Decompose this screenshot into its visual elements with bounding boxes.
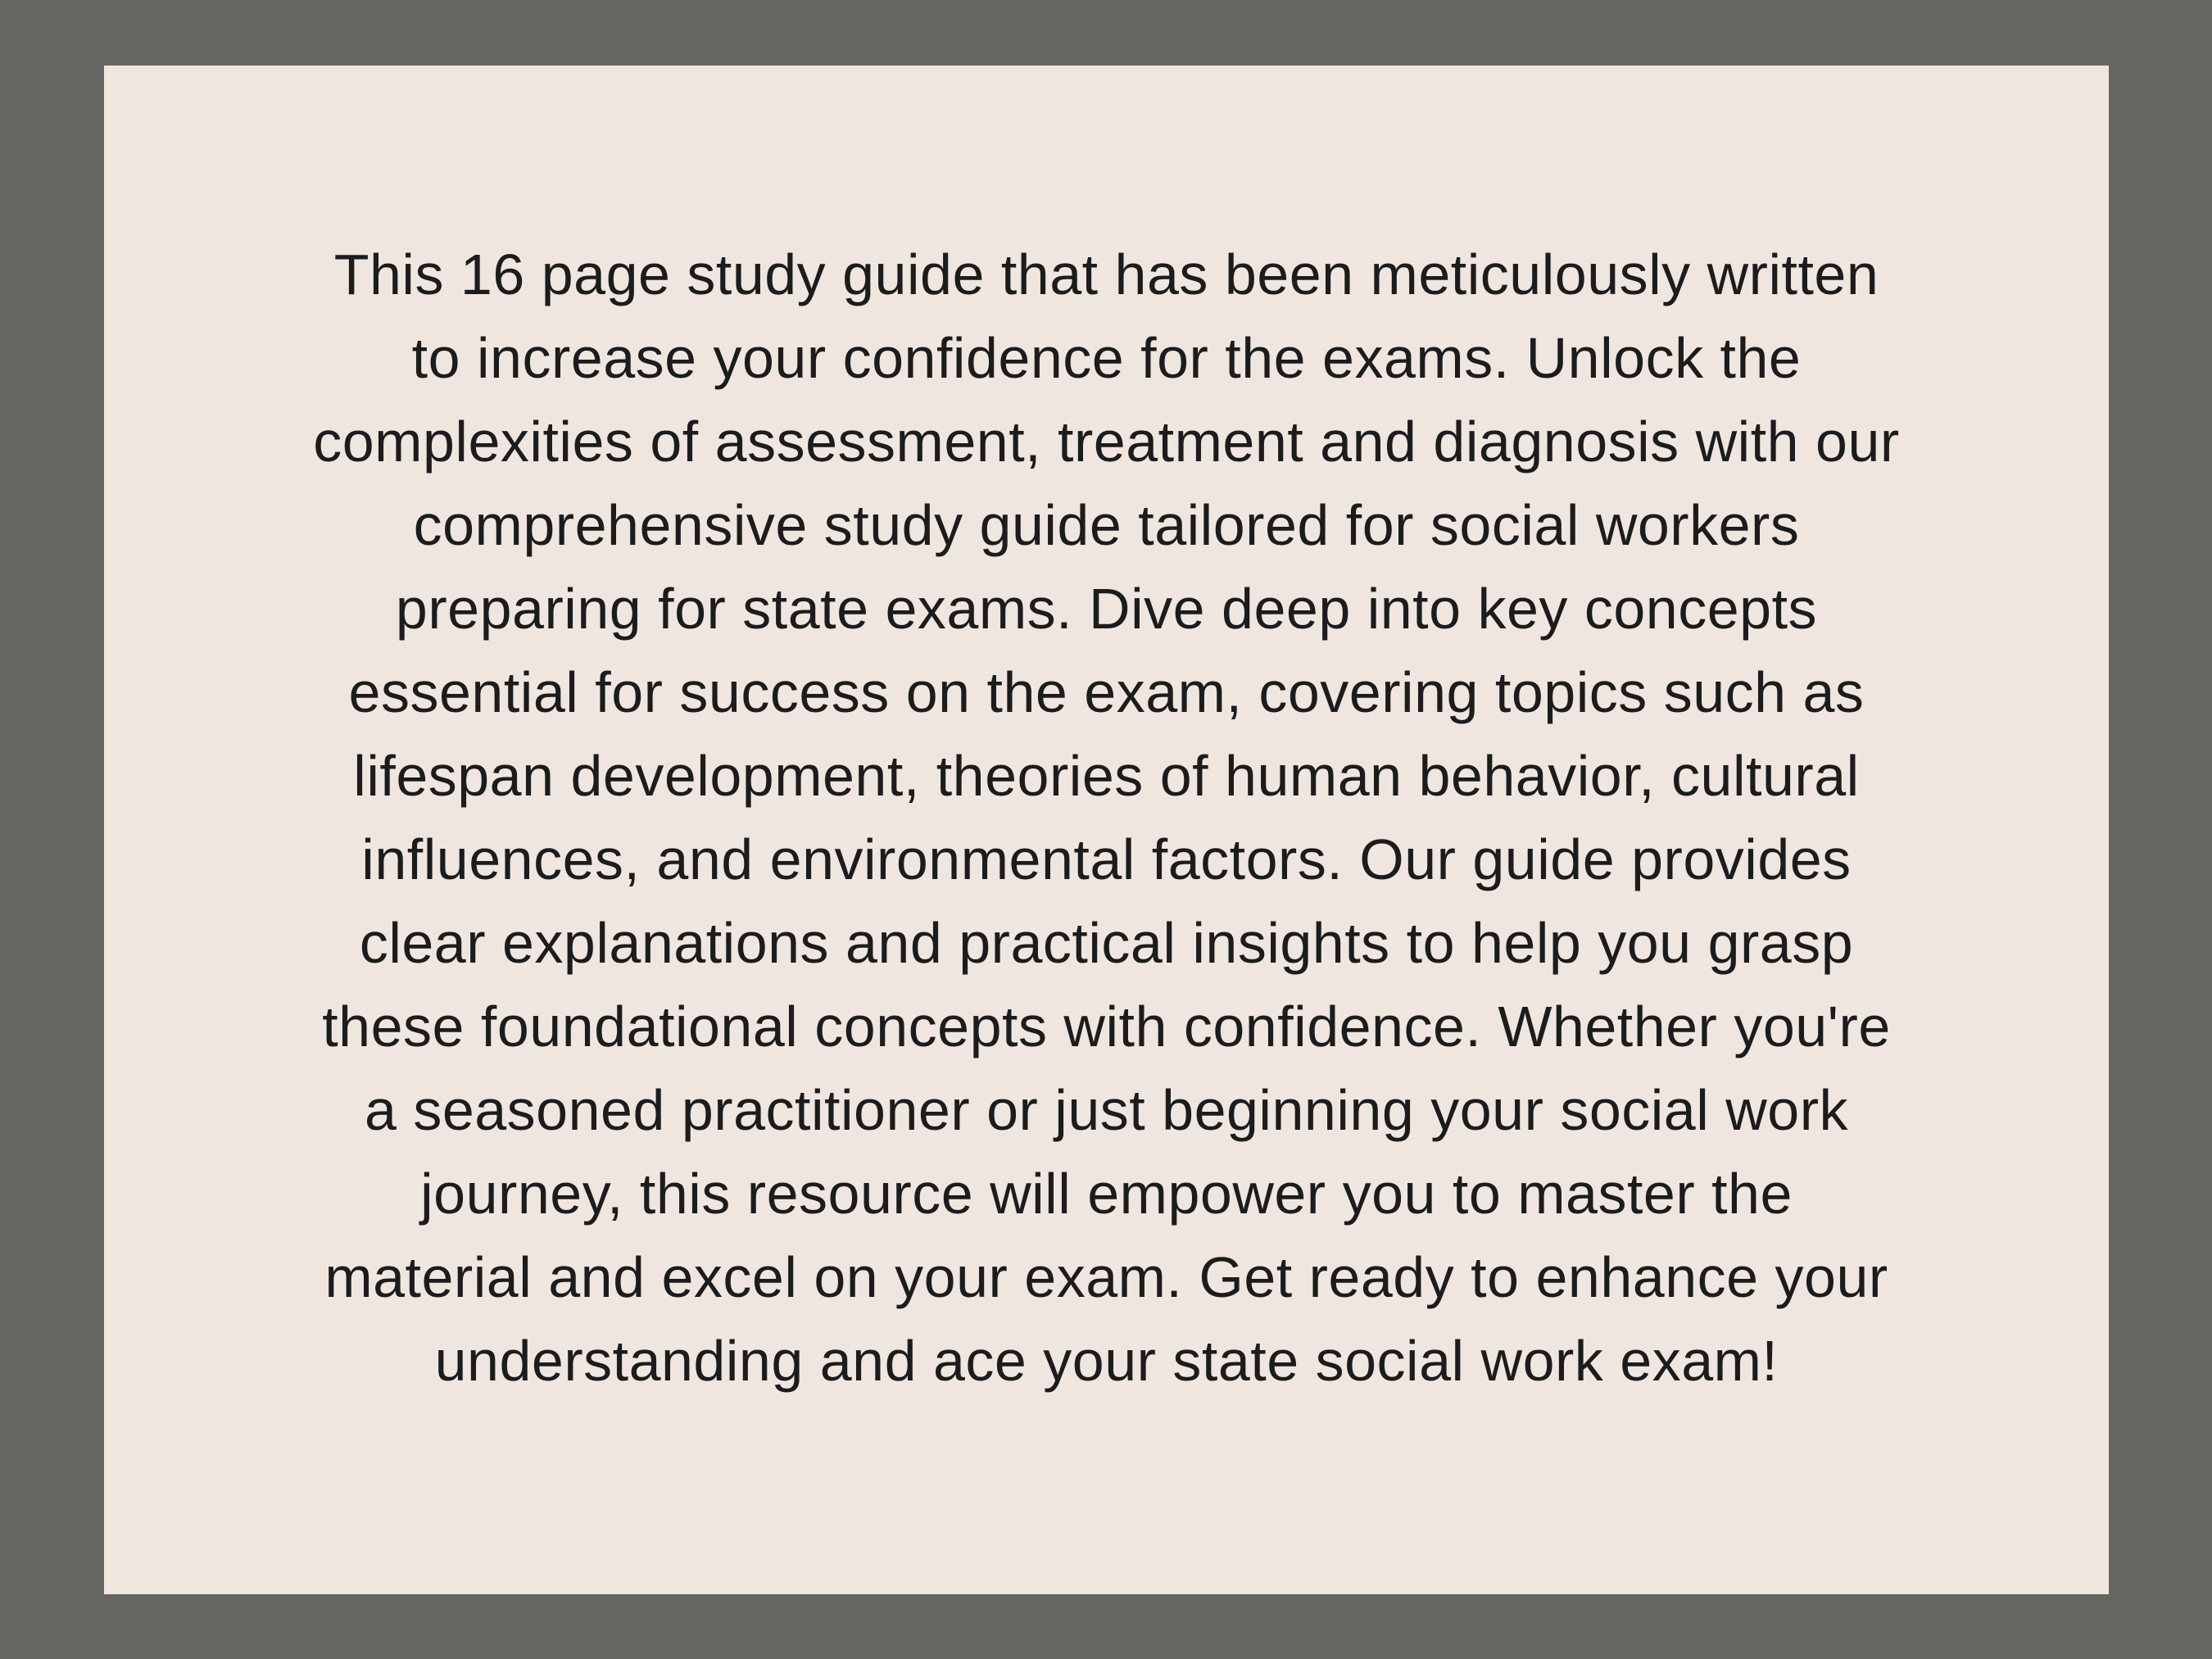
- description-line: a seasoned practitioner or just beginning your social work: [364, 1078, 1849, 1142]
- description-line: complexities of assessment, treatment and diagnosis with our: [313, 410, 1900, 474]
- description-card: [104, 66, 2109, 1594]
- description-line: clear explanations and practical insights to help you grasp: [359, 911, 1854, 975]
- description-line: influences, and environmental factors. Our guide provides: [361, 827, 1852, 891]
- description-line: comprehensive study guide tailored for social workers: [413, 493, 1800, 557]
- description-line: essential for success on the exam, covering topics such as: [348, 660, 1865, 724]
- description-line: journey, this resource will empower you to master the: [420, 1162, 1793, 1226]
- description-line: This 16 page study guide that has been meticulously written: [333, 243, 1879, 306]
- description-text: [165, 233, 2049, 1403]
- description-line: lifespan development, theories of human behavior, cultural: [353, 744, 1860, 808]
- description-line: understanding and ace your state social work exam!: [434, 1329, 1779, 1393]
- description-line: preparing for state exams. Dive deep into key concepts: [395, 577, 1818, 641]
- description-line: these foundational concepts with confidence. Whether you're: [322, 995, 1891, 1058]
- description-line: material and excel on your exam. Get ready to enhance your: [324, 1245, 1888, 1309]
- description-line: to increase your confidence for the exams. Unlock the: [411, 326, 1802, 390]
